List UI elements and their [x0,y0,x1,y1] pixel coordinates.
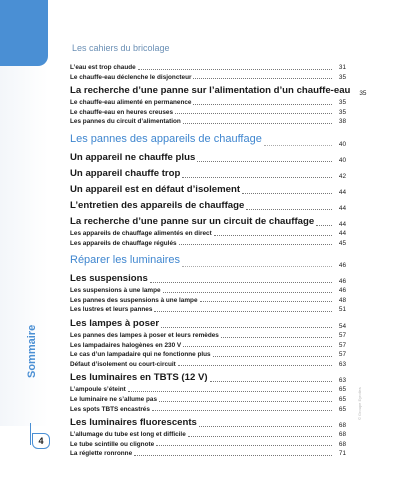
toc-leader-dots [200,301,332,302]
toc-section [70,214,346,229]
toc-title: Les luminaires en TBTS (12 V) [70,372,208,384]
toc-leader-dots [197,161,332,162]
toc-title: Les suspensions à une lampe [70,287,161,295]
toc-title: Un appareil ne chauffe plus [70,151,196,163]
toc-title: Les pannes des appareils de chauffage [70,132,262,145]
toc-leader-dots [246,209,332,210]
toc-entry [70,360,346,370]
toc-leader-dots [182,266,332,267]
toc-entry [70,449,346,459]
toc-title: Les lampes à poser [70,317,160,329]
toc-title: Les spots TBTS encastrés [70,405,150,413]
toc-entry [70,108,346,118]
toc-page-number: 45 [338,239,346,247]
toc-entry [70,98,346,108]
toc-section [70,198,346,213]
toc-chapter [70,130,346,149]
toc-page-number: 65 [338,405,346,413]
toc-leader-dots [154,311,332,312]
toc-leader-dots [242,193,332,194]
header-band [0,0,48,66]
sidebar-shadow [0,66,48,426]
toc-leader-dots [179,244,332,245]
toc-title: L’eau est trop chaude [70,64,136,71]
toc-leader-dots [210,381,332,382]
copyright-credit: © Groupe Eyrolles [357,387,362,420]
toc-title: Les pannes du circuit d’alimentation [70,118,181,126]
toc-page-number: 46 [338,278,346,286]
toc-page-number: 38 [338,118,346,126]
toc-page-number: 48 [338,296,346,304]
toc-leader-dots [213,356,332,357]
toc-leader-dots [183,346,332,347]
toc-page-number: 57 [338,331,346,339]
toc-section [70,415,346,430]
toc-title: Le chauffe-eau en heures creuses [70,108,174,116]
toc-section [70,370,346,385]
toc-leader-dots [134,455,332,456]
toc-title: Les suspensions [70,273,148,285]
toc-title: Défaut d’isolement ou court-circuit [70,360,176,368]
toc-leader-dots [214,235,332,236]
toc-leader-dots [163,292,332,293]
toc-section [70,83,367,98]
toc-title: L’ampoule s’éteint [70,386,126,394]
toc-entry [70,440,346,450]
toc-page-number: 51 [338,306,346,314]
toc-title: L’entretien des appareils de chauffage [70,199,245,211]
toc-title: Le chauffe-eau déclenche le disjoncteur [70,73,192,81]
toc-title: Le luminaire ne s’allume pas [70,395,158,403]
toc-page-number: 44 [338,229,346,237]
toc-entry [70,117,346,127]
toc-leader-dots [183,123,332,124]
toc-entry [70,296,346,306]
toc-leader-dots [152,410,332,411]
toc-section [70,166,346,181]
toc-entry [70,341,346,351]
page-number-rule [30,423,31,445]
toc-page-number: 35 [338,73,346,81]
toc-section [70,271,346,286]
toc-leader-dots [193,78,332,79]
toc-page-number: 44 [338,204,346,212]
toc-title: Les lustres et leurs pannes [70,306,153,314]
toc-page-number: 63 [338,360,346,368]
toc-entry [70,405,346,415]
toc-leader-dots [188,436,332,437]
toc-leader-dots [193,104,332,105]
book-title: Les cahiers du bricolage [72,43,170,53]
toc-entry [70,63,346,73]
toc-title: Les pannes des suspensions à une lampe [70,296,198,304]
toc-title: La réglette ronronne [70,450,133,458]
toc-page-number: 35 [338,99,346,107]
toc-page-number: 68 [338,422,346,430]
toc-leader-dots [175,113,332,114]
toc-leader-dots [138,69,332,70]
toc-page-number: 46 [338,262,346,270]
toc-leader-dots [150,282,332,283]
toc-page-number: 46 [338,287,346,295]
toc-entry [70,305,346,315]
toc-leader-dots [161,327,332,328]
toc-entry [70,350,346,360]
toc-title: Les lampadaires halogènes en 230 V [70,341,182,349]
toc-page-number: 35 [338,108,346,116]
toc-section [70,150,346,165]
toc-section [70,316,346,331]
toc-page-number: 44 [338,220,346,228]
toc-page-number: 57 [338,351,346,359]
toc-page-number: 31 [338,64,346,71]
toc-title: Un appareil chauffe trop [70,167,181,179]
toc-leader-dots [182,177,332,178]
toc-page-number: 71 [338,450,346,458]
toc-title: La recherche d’une panne sur l’alimentation d’un chauffe-eau [70,85,351,97]
toc-chapter [70,251,346,270]
toc-entry [70,286,346,296]
toc-page-number: 42 [338,172,346,180]
toc-leader-dots [316,225,332,226]
toc-leader-dots [199,426,332,427]
toc-page-number: 68 [338,440,346,448]
toc-leader-dots [159,401,332,402]
toc-title: Les appareils de chauffage alimentés en direct [70,229,212,237]
toc-page-number: 65 [338,395,346,403]
toc-title: Les appareils de chauffage régulés [70,239,177,247]
toc-leader-dots [156,445,332,446]
section-label: Sommaire [26,324,38,378]
toc-title: Le cas d’un lampadaire qui ne fonctionne plus [70,351,211,359]
toc-page-number: 65 [338,386,346,394]
toc-section [70,182,346,197]
toc-page-number: 57 [338,341,346,349]
toc-page-number: 63 [338,377,346,385]
toc-entry [70,430,346,440]
toc-title: L’allumage du tube est long et difficile [70,431,186,439]
toc-title: Réparer les luminaires [70,254,181,267]
toc-leader-dots [221,337,332,338]
toc-page-number: 35 [359,90,367,98]
toc-leader-dots [128,391,332,392]
toc-title: Le chauffe-eau alimenté en permanence [70,99,192,107]
toc-title: Le tube scintille ou clignote [70,440,155,448]
toc-leader-dots [264,145,332,146]
toc-page-number: 40 [338,140,346,148]
toc-entry [70,239,346,249]
toc-page-number: 54 [338,322,346,330]
toc-leader-dots [178,365,332,366]
toc-entry [70,395,346,405]
toc-page-number: 68 [338,431,346,439]
toc-page-number: 44 [338,188,346,196]
toc-title: La recherche d’une panne sur un circuit de chauffage [70,215,315,227]
toc-title: Les luminaires fluorescents [70,417,197,429]
toc-entry [70,229,346,239]
toc-entry [70,331,346,341]
toc-page-number: 40 [338,156,346,164]
toc-entry [70,385,346,395]
toc-title: Un appareil est en défaut d’isolement [70,183,241,195]
toc-title: Les pannes des lampes à poser et leurs remèdes [70,331,219,339]
toc-entry [70,73,346,83]
page-number: 4 [32,433,50,449]
